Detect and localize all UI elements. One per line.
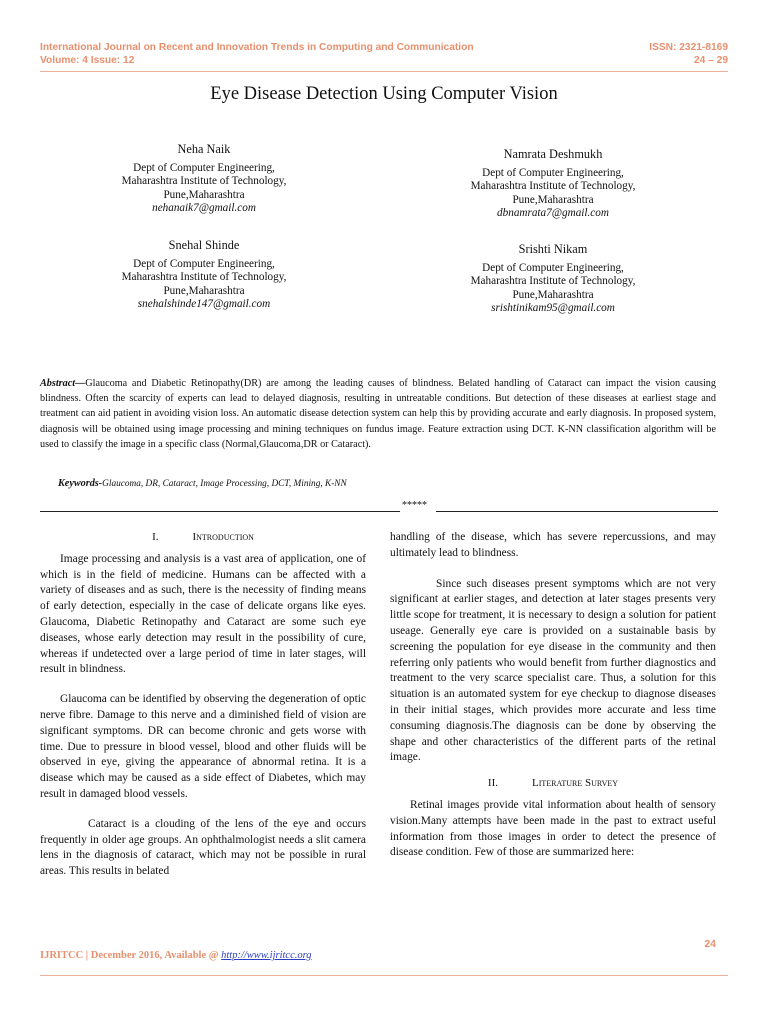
author-institute: Maharashtra Institute of Technology, — [470, 180, 636, 193]
author-dept: Dept of Computer Engineering, — [482, 261, 624, 274]
author-block — [403, 148, 703, 221]
author-location: Pune,Maharashtra — [512, 193, 594, 206]
author-location: Pune,Maharashtra — [163, 284, 245, 297]
author-email: nehanaik7@gmail.com — [152, 202, 256, 215]
author-location: Pune,Maharashtra — [512, 288, 594, 301]
section-separator — [40, 500, 680, 514]
paragraph: Cataract is a clouding of the lens of the eye and occurs frequently in older age groups. An ophthalmologist needs a slit camera lens in the diagnosis of cataract, which may not be possible in rural areas. This results in belated — [40, 817, 366, 878]
author-dept: Dept of Computer Engineering, — [133, 257, 275, 270]
author-dept: Dept of Computer Engineering, — [482, 166, 624, 179]
author-institute: Maharashtra Institute of Technology, — [121, 271, 287, 284]
section-title: Literature Survey — [532, 777, 619, 790]
separator-line-right — [436, 511, 718, 512]
journal-pages: 24 – 29 — [694, 54, 728, 66]
footer-text: IJRITCC | December 2016, Available @ — [40, 950, 222, 961]
author-email: srishtinikam95@gmail.com — [491, 302, 615, 315]
section-heading-literature-survey — [390, 776, 716, 792]
abstract — [40, 376, 716, 452]
author-dept: Dept of Computer Engineering, — [133, 161, 275, 174]
author-name: Snehal Shinde — [168, 238, 240, 252]
paragraph: Retinal images provide vital information about health of sensory vision.Many attempts have been made in the past to extract useful information from those images in order to detect the presence of disease condition. Few of those are summarized here: — [390, 798, 716, 859]
journal-issn-block — [649, 42, 728, 67]
author-block — [54, 239, 354, 312]
left-column — [40, 530, 366, 880]
abstract-text: Glaucoma and Diabetic Retinopathy(DR) are among the leading causes of blindness. Belated handling of Cataract can impact the vision causing blindness. Often the scarcity of experts can lead to delayed diagnosis, resulting in untreatable conditions. But detection of these diseases at earliest stage and treatment can aid patient in avoiding vision loss. An automatic disease detection system can help this by providing accurate and early diagnosis. In proposed system, diagnosis will be obtained using image processing and mining techniques on fundus image. Feature extraction using DCT. K-NN classification algorithm will be used to classify the image in a specific class (Normal,Glaucoma,DR or Cataract). — [40, 378, 716, 450]
keywords — [58, 478, 347, 489]
abstract-label: Abstract— — [40, 378, 86, 389]
header-rule — [40, 71, 728, 72]
separator-stars: ***** — [402, 500, 427, 511]
journal-volume: Volume: 4 Issue: 12 — [40, 54, 135, 66]
journal-issn: ISSN: 2321-8169 — [649, 42, 728, 53]
author-email: snehalshinde147@gmail.com — [137, 298, 271, 311]
author-name: Srishti Nikam — [518, 242, 588, 256]
author-institute: Maharashtra Institute of Technology, — [121, 175, 287, 188]
section-title: Introduction — [192, 531, 254, 543]
footer-rule — [40, 975, 728, 976]
author-block — [403, 243, 703, 316]
author-email: dbnamrata7@gmail.com — [497, 207, 609, 220]
section-number: II. — [487, 777, 498, 790]
right-column — [390, 530, 716, 861]
author-name: Namrata Deshmukh — [503, 147, 603, 161]
footer — [40, 950, 312, 961]
paper-title: Eye Disease Detection Using Computer Vision — [210, 84, 558, 104]
paragraph: Glaucoma can be identified by observing the degeneration of optic nerve fibre. Damage to this nerve and a diminished field of vision are significant symptoms. DR can become chronic and gets worse with time. Due to pressure in blood vessel, blood and other fluids will be observed in eye, giving the appearance of abnormal retina. It is a disease which may be caused as a side effect of Diabetes, which may result in damaged blood vessels. — [40, 693, 366, 800]
paragraph: Image processing and analysis is a vast area of application, one of which is in the field of medicine. Humans can be affected with a variety of diseases and as such, there is the necessity of finding means of early detection, especially in the case of delicate organs like eyes. Glaucoma, Diabetic Retinopathy and Cataract are some such eye diseases, whose early detection may result in the possibility of cure, whereas if undetected over a large period of time in later stages, will result in blindness. — [40, 552, 366, 676]
journal-header — [40, 42, 474, 67]
footer-link[interactable]: http://www.ijritcc.org — [221, 950, 312, 961]
page-number: 24 — [704, 938, 716, 950]
keywords-label: Keywords- — [58, 478, 103, 489]
author-location: Pune,Maharashtra — [163, 188, 245, 201]
keywords-text: Glaucoma, DR, Cataract, Image Processing, DCT, Mining, K-NN — [102, 479, 347, 489]
separator-line-left — [40, 511, 400, 512]
journal-name: International Journal on Recent and Innovation Trends in Computing and Communication — [40, 42, 474, 53]
section-number: I. — [152, 531, 159, 543]
author-block — [54, 143, 354, 216]
paragraph: handling of the disease, which has severe repercussions, and may ultimately lead to blindness. — [390, 531, 716, 559]
author-name: Neha Naik — [177, 142, 231, 156]
section-heading-introduction — [40, 530, 366, 546]
paragraph: Since such diseases present symptoms which are not very significant at earlier stages, and detection at later stages presents very little scope for treatment, it is necessary to design a solution for patient useage. Generally eye care is provided on a sustainable basis by screening the population for eye disease in the community and then referring only patients who would benefit from further diagnostics and treatment to the very scarce specialist care. Thus, a solution for this situation is an automated system for eye checkup to diagnose diseases in their initial stages, which provides more accurate and less time consuming diagnosis.The diagnosis can be done by observing the shape and other characteristics of the different parts of the retinal image. — [390, 577, 716, 764]
author-institute: Maharashtra Institute of Technology, — [470, 275, 636, 288]
